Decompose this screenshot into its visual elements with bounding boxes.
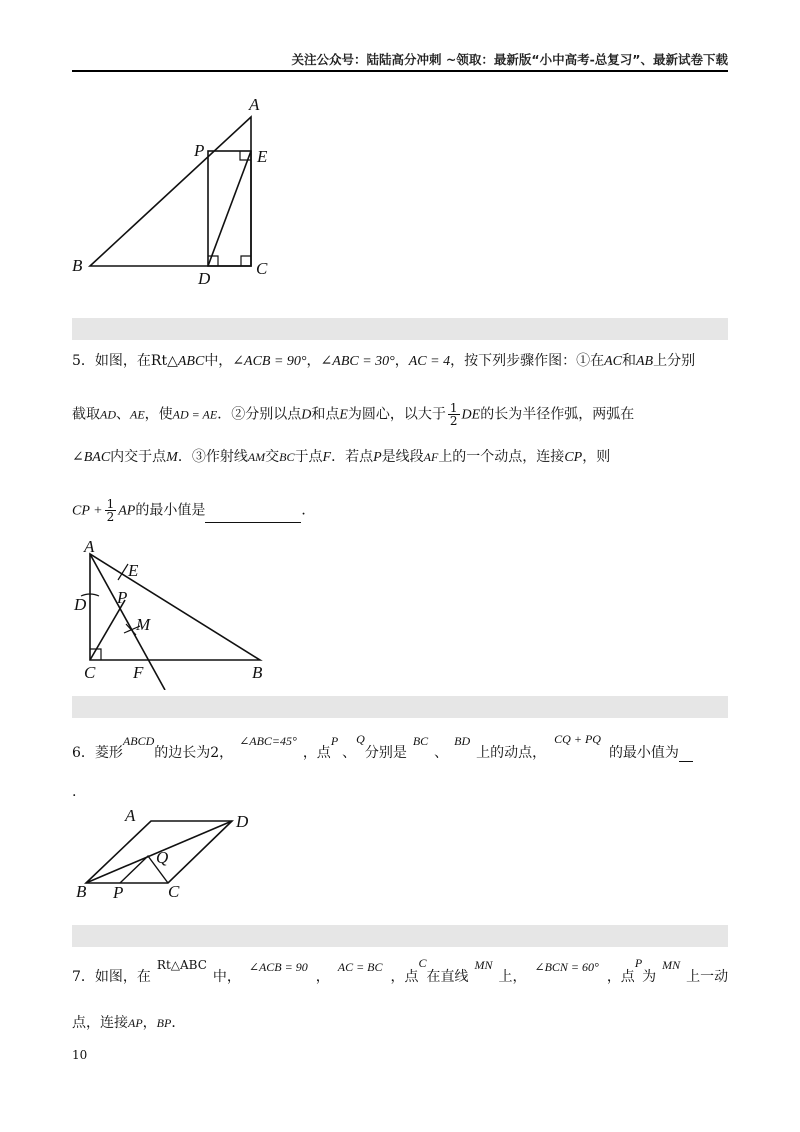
figure-3-rhombus	[70, 805, 270, 905]
q5-answer-blank	[205, 508, 301, 523]
page-header: 关注公众号：陆陆高分冲刺 ~领取：最新版“小中高考-总复习”、最新试卷下载	[291, 52, 728, 67]
q5-line-1: 5．如图，在Rt△ABC中，∠ACB = 90°，∠ABC = 30°，AC = 4，按下列步骤作图：①在AC和AB上分别	[72, 353, 696, 369]
figure-1-triangle	[60, 90, 300, 300]
label-a: A	[84, 537, 95, 556]
q6-line-2: .	[72, 784, 77, 800]
label-p: P	[194, 141, 205, 160]
q7-line-2: 点，连接AP，BP．	[72, 1015, 186, 1031]
segment-cp	[90, 600, 125, 660]
q5-line-3: ∠BAC内交于点M．③作射线AM交BC于点F．若点P是线段AF上的一个动点，连接CP，则	[72, 449, 611, 465]
label-b: B	[252, 663, 263, 682]
label-d: D	[236, 812, 249, 831]
label-a: A	[249, 95, 260, 114]
label-p: P	[117, 588, 128, 607]
label-f: F	[133, 663, 144, 682]
separator-band-3	[72, 925, 728, 947]
label-c: C	[168, 882, 180, 901]
q5-line-2: 截取AD、AE，使AD = AE．②分别以点D和点E为圆心，以大于 $\frac{1}{2}$ DE的长为半径作弧，两弧在	[72, 401, 635, 428]
q7-line-1: 7．如图，在Rt△ABC中，∠ACB = 90，AC = BC，点C在直线MN上，∠BCN = 60°，点P为MN上一动	[72, 956, 729, 985]
label-e: E	[257, 147, 268, 166]
q6-line-1: 6．菱形ABCD的边长为2，∠ABC=45°，点P、Q分别是BC、BD上的动点，CQ + PQ的最小值为	[72, 734, 693, 764]
page-number: 10	[72, 1048, 88, 1062]
label-b: B	[76, 882, 87, 901]
separator-band-1	[72, 318, 728, 340]
label-c: C	[84, 663, 96, 682]
separator-band-2	[72, 696, 728, 718]
label-m: M	[136, 615, 151, 634]
triangle-acb	[90, 554, 260, 660]
label-d: D	[198, 269, 211, 288]
label-e: E	[128, 561, 139, 580]
label-b: B	[72, 256, 83, 275]
label-q: Q	[156, 848, 169, 867]
label-p: P	[113, 883, 124, 902]
triangle-abc	[90, 117, 251, 266]
header-rule	[72, 70, 728, 72]
label-a: A	[125, 806, 136, 825]
label-d: D	[74, 595, 87, 614]
q6-answer-blank	[679, 747, 693, 762]
figure-2-construction	[70, 530, 290, 690]
label-c: C	[256, 259, 268, 278]
segment-de	[208, 151, 251, 266]
q5-line-4: CP + $\frac{1}{2}$ AP的最小值是 ．	[72, 497, 316, 524]
